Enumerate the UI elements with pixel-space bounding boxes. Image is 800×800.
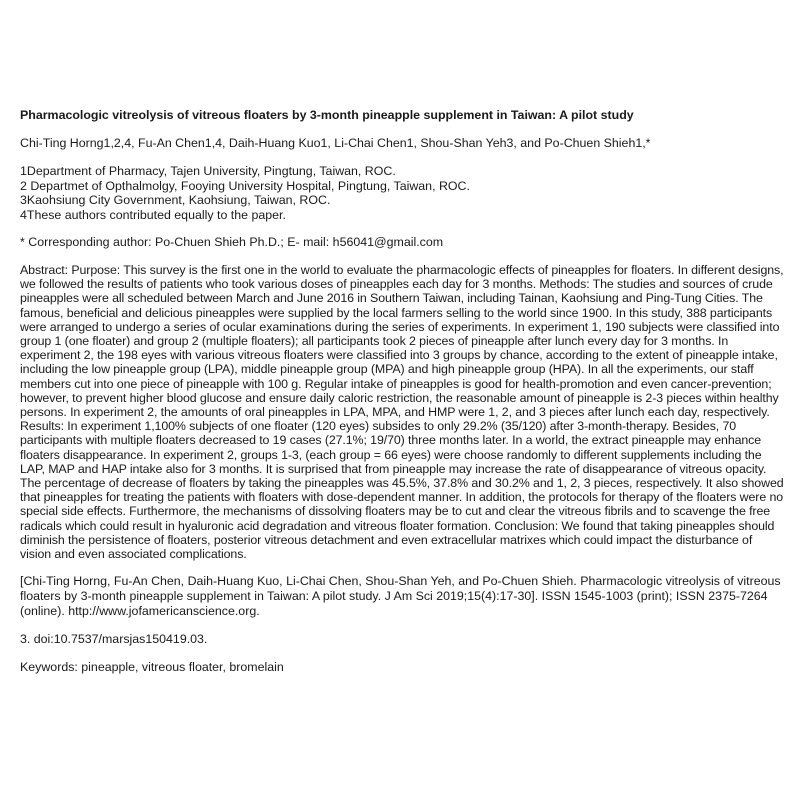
- affiliations: [20, 164, 784, 222]
- citation-text: [Chi-Ting Horng, Fu-An Chen, Daih-Huang Kuo, Li-Chai Chen, Shou-Shan Yeh, and Po-Chuen Shieh. Pharmacologic vitreolysis of vitreous floaters by 3-month pineapple supplement in Taiwan: A pilot study. J Am Sci 2019;15(4):17-30]. ISSN 1545-1003 (print); ISSN 2375-7264 (online). http://www.jofamericanscience.org.: [20, 574, 781, 618]
- affiliation-4: 4These authors contributed equally to the paper.: [20, 207, 286, 222]
- affiliation-3: 3Kaohsiung City Government, Kaohsiung, Taiwan, ROC.: [20, 193, 331, 207]
- affiliation-1: 1Department of Pharmacy, Tajen University, Pingtung, Taiwan, ROC.: [20, 164, 396, 178]
- affiliation-2: 2 Departmet of Opthalmolgy, Fooying University Hospital, Pingtung, Taiwan, ROC.: [20, 178, 470, 193]
- corresponding-author: * Corresponding author: Po-Chuen Shieh Ph.D.; E- mail: h56041@gmail.com: [20, 235, 444, 249]
- paper-title: Pharmacologic vitreolysis of vitreous floaters by 3-month pineapple supplement in Taiwan: A pilot study: [20, 108, 634, 122]
- paper-page: [20, 108, 784, 688]
- keywords-text: Keywords: pineapple, vitreous floater, bromelain: [20, 659, 284, 674]
- author-list: Chi-Ting Horng1,2,4, Fu-An Chen1,4, Daih-Huang Kuo1, Li-Chai Chen1, Shou-Shan Yeh3, and Po-Chuen Shieh1,*: [20, 136, 651, 150]
- doi-text: 3. doi:10.7537/marsjas150419.03.: [20, 631, 208, 646]
- abstract-text: Abstract: Purpose: This survey is the first one in the world to evaluate the pharmacologic effects of pineapples for floaters. In different designs, we followed the results of patients who took various doses of pineapples each day for 3 months. Methods: The studies and sources of crude pineapples were all scheduled between March and June 2016 in Southern Taiwan, including Tainan, Kaohsiung and Ping-Tung Cities. The famous, beneficial and delicious pineapples were supplied by the local farmers selling to the world since 1900. In this study, 388 participants were arranged to undergo a series of ocular examinations during the series of experiments. In experiment 1, 190 subjects were classified into group 1 (one floater) and group 2 (multiple floaters); all participants took 2 pieces of pineapple after lunch every day for 3 months. In experiment 2, the 198 eyes with various vitreous floaters were classified into 3 groups by chance, according to the extent of pineapple intake, including the low pineapple group (LPA), middle pineapple group (MPA) and high pineapple group (HPA). In all the experiments, our staff members cut into one piece of pineapple with 100 g. Regular intake of pineapples is good for health-promotion and even cancer-prevention; however, to prevent higher blood glucose and ensure daily caloric restriction, the reasonable amount of pineapple is 2-3 pieces within healthy persons. In experiment 2, the amounts of oral pineapples in LPA, MPA, and HMP were 1, 2, and 3 pieces after lunch each day, respectively. Results: In experiment 1,100% subjects of one floater (120 eyes) subsides to only 29.2% (35/120) after 3-month-therapy. Besides, 70 participants with multiple floaters decreased to 19 cases (27.1%; 19/70) three months later. In a world, the extract pineapple may enhance floaters disappearance. In experiment 2, groups 1-3, (each group = 66 eyes) were choose randomly to different supplements including the LAP, MAP and HAP intake also for 3 months. It is surprised that from pineapple may increase the rate of disappearance of vitreous opacity. The percentage of decrease of floaters by taking the pineapples was 45.5%, 37.8% and 30.2% and 1, 2, 3 pieces, respectively. It also showed that pineapples for treating the patients with floaters with dose-dependent manner. In addition, the protocols for therapy of the floaters were no special side effects. Furthermore, the mechanisms of dissolving floaters may be to cut and clear the vitreous fibrils and to scavenge the free radicals which could result in hyaluronic acid degradation and vitreous floater formation. Conclusion: We found that taking pineapples should diminish the persistence of floaters, posterior vitreous detachment and even extracellular matrixes which could impact the disturbance of vision and even associated complications.: [20, 263, 784, 562]
